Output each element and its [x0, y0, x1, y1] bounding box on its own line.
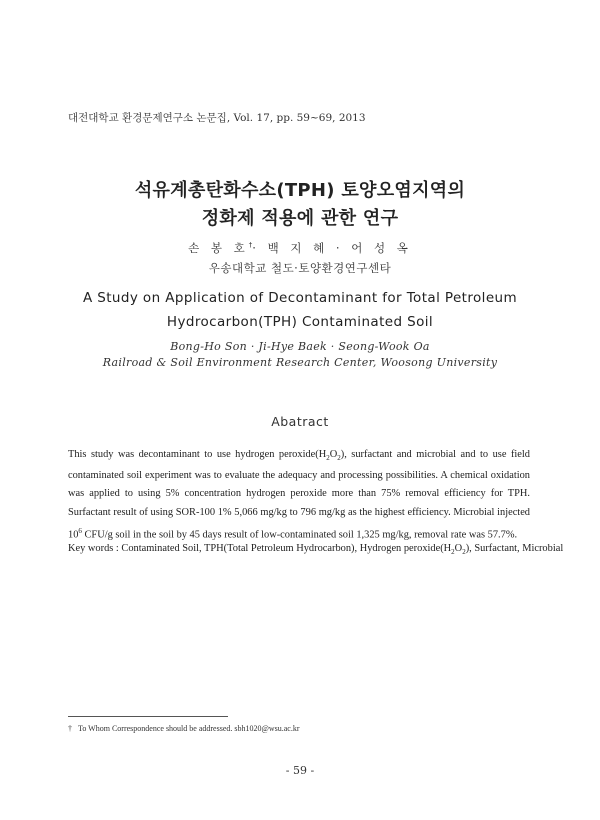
abstract-subscript-b: 2 — [337, 454, 341, 463]
korean-author-rest: · 백 지 혜 · 어 성 옥 — [252, 241, 412, 255]
abstract-superscript: 6 — [78, 526, 82, 535]
abstract-text-4: CFU/g soil in the soil by 45 days result of low-contaminated soil 1,325 mg/kg, removal rate was 57.7%. — [81, 529, 518, 541]
korean-authors — [0, 240, 600, 256]
keywords-subscript-b: 2 — [462, 548, 466, 557]
abstract-text-2: O — [329, 449, 338, 460]
keywords-text-2: O — [454, 543, 463, 554]
korean-author-1: 손 봉 호 — [188, 241, 249, 255]
abstract-heading: Abatract — [271, 414, 329, 429]
keywords-subscript-a: 2 — [451, 548, 455, 557]
abstract-subscript-a: 2 — [326, 454, 330, 463]
english-title-line-2: Hydrocarbon(TPH) Contaminated Soil — [166, 314, 434, 330]
keywords-text-3: ), Surfactant, Microbial — [465, 543, 564, 554]
footnote-dagger: † — [68, 724, 72, 733]
abstract-text-1: This study was decontaminant to use hydrogen peroxide(H — [68, 449, 327, 460]
english-authors: Bong-Ho Son · Ji-Hye Baek · Seong-Wook Oa — [170, 340, 430, 353]
keywords — [68, 543, 564, 557]
footnote-text: To Whom Correspondence should be addressed. sbh1020@wsu.ac.kr — [78, 724, 300, 733]
footnote — [68, 724, 300, 733]
page-number: - 59 - — [285, 764, 315, 777]
corresponding-author-mark: † — [248, 241, 253, 250]
keywords-text-1: Key words : Contaminated Soil, TPH(Total Petroleum Hydrocarbon), Hydrogen peroxide(H — [68, 543, 452, 554]
english-affiliation: Railroad & Soil Environment Research Center, Woosong University — [102, 356, 498, 369]
journal-header: 대전대학교 환경문제연구소 논문집, Vol. 17, pp. 59~69, 2013 — [68, 112, 366, 124]
korean-title-line-2: 정화제 적용에 관한 연구 — [201, 208, 399, 229]
korean-affiliation: 우송대학교 철도·토양환경연구센타 — [208, 261, 392, 275]
korean-title-line-1: 석유계총탄화수소(TPH) 토양오염지역의 — [134, 180, 466, 201]
footnote-divider — [68, 716, 228, 717]
english-title-line-1: A Study on Application of Decontaminant for Total Petroleum — [82, 290, 518, 306]
abstract-text-3: ), surfactant and microbial and to use field contaminated soil experiment was to evaluate the adequacy and processing possibilities. A chemical oxidation was applied to using 5% concentration hydrogen peroxide more than 75% removal efficiency for TPH. Surfactant result of using SOR-100 1% 5,066 mg/kg to 796 mg/kg as the highest efficiency. Microbial injected 10 — [68, 449, 530, 541]
abstract-body — [68, 446, 530, 545]
